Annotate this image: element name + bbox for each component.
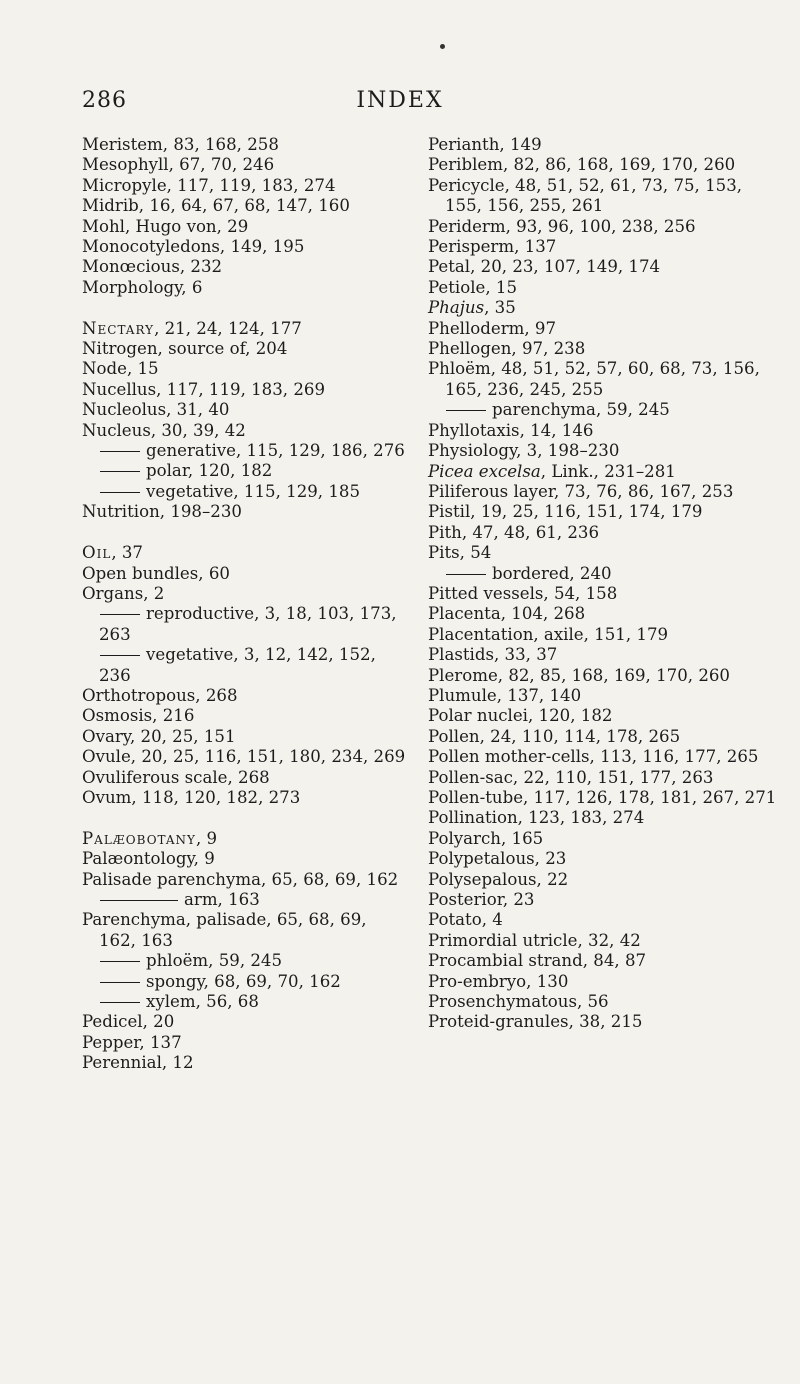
index-entry xyxy=(82,747,407,767)
entry-text: Primordial utricle, 32, 42 xyxy=(428,930,641,950)
entry-text: bordered, 240 xyxy=(492,563,612,583)
index-entry xyxy=(82,768,407,788)
index-subentry xyxy=(82,441,407,461)
index-entry xyxy=(428,829,780,849)
entry-text: Open bundles, 60 xyxy=(82,563,230,583)
page-number: 286 xyxy=(82,88,127,113)
entry-lead-term: Palæobotany xyxy=(82,828,196,848)
entry-text: , Link., 231–281 xyxy=(540,461,676,481)
index-entry xyxy=(82,829,407,849)
index-entry xyxy=(82,564,407,584)
index-entry xyxy=(428,584,780,604)
index-entry xyxy=(82,1053,407,1073)
entry-text: Polysepalous, 22 xyxy=(428,869,569,889)
entry-text: vegetative, 3, 12, 142, 152, 236 xyxy=(99,645,376,685)
entry-text: , 37 xyxy=(111,543,143,563)
print-mark xyxy=(440,44,445,49)
index-entry xyxy=(82,257,407,277)
index-entry xyxy=(82,788,407,808)
entry-text: arm, 163 xyxy=(184,889,260,909)
index-entry xyxy=(82,421,407,441)
entry-text: , 35 xyxy=(484,298,516,318)
entry-text: Pedicel, 20 xyxy=(82,1012,175,1032)
index-subentry xyxy=(428,400,780,420)
entry-text: Orthotropous, 268 xyxy=(82,685,238,705)
entry-text: Polar nuclei, 120, 182 xyxy=(428,706,613,726)
index-entry xyxy=(82,910,407,951)
index-entry xyxy=(428,543,780,563)
index-entry xyxy=(428,604,780,624)
entry-text: Ovum, 118, 120, 182, 273 xyxy=(82,787,301,807)
entry-text: Nucellus, 117, 119, 183, 269 xyxy=(82,379,326,399)
entry-text: Phelloderm, 97 xyxy=(428,318,557,338)
entry-text: Micropyle, 117, 119, 183, 274 xyxy=(82,175,336,195)
entry-text: Midrib, 16, 64, 67, 68, 147, 160 xyxy=(82,196,350,216)
ditto-dash xyxy=(100,471,140,472)
index-entry xyxy=(82,217,407,237)
index-entry xyxy=(428,910,780,930)
ditto-dash xyxy=(100,614,140,615)
ditto-dash xyxy=(446,574,486,575)
index-subentry xyxy=(428,564,780,584)
index-entry xyxy=(82,1033,407,1053)
index-subentry xyxy=(82,890,407,910)
index-entry xyxy=(428,237,780,257)
index-entry xyxy=(428,931,780,951)
index-entry xyxy=(428,176,780,217)
index-subentry xyxy=(82,604,407,645)
entry-text: Prosenchymatous, 56 xyxy=(428,992,609,1012)
entry-text: Nucleolus, 31, 40 xyxy=(82,400,230,420)
entry-text: Periderm, 93, 96, 100, 238, 256 xyxy=(428,216,696,236)
ditto-dash xyxy=(100,492,140,493)
entry-text: Placentation, axile, 151, 179 xyxy=(428,624,669,644)
entry-text: spongy, 68, 69, 70, 162 xyxy=(146,971,341,991)
entry-text: vegetative, 115, 129, 185 xyxy=(146,481,361,501)
index-entry xyxy=(428,951,780,971)
page-title: INDEX xyxy=(356,88,444,113)
entry-text: Palisade parenchyma, 65, 68, 69, 162 xyxy=(82,869,399,889)
index-entry xyxy=(82,278,407,298)
entry-text: , 9 xyxy=(195,828,218,848)
letter-gap xyxy=(82,808,407,828)
entry-text: Petal, 20, 23, 107, 149, 174 xyxy=(428,257,661,277)
entry-text: Pepper, 137 xyxy=(82,1032,182,1052)
ditto-dash xyxy=(100,655,140,656)
entry-text: Procambial strand, 84, 87 xyxy=(428,951,647,971)
entry-italic-term: Picea excelsa xyxy=(428,461,541,481)
index-entry xyxy=(428,768,780,788)
index-entry xyxy=(428,686,780,706)
index-entry xyxy=(82,196,407,216)
entry-text: Pollen-sac, 22, 110, 151, 177, 263 xyxy=(428,767,714,787)
index-entry xyxy=(82,1012,407,1032)
entry-text: Osmosis, 216 xyxy=(82,706,195,726)
entry-text: Pollen mother-cells, 113, 116, 177, 265 xyxy=(428,747,759,767)
index-entry xyxy=(82,584,407,604)
index-entry xyxy=(428,523,780,543)
index-entry xyxy=(82,176,407,196)
entry-text: Pollen-tube, 117, 126, 178, 181, 267, 271 xyxy=(428,788,777,807)
index-column-right xyxy=(428,135,780,1033)
ditto-dash xyxy=(100,451,140,452)
index-subentry xyxy=(82,972,407,992)
index-entry xyxy=(428,155,780,175)
index-entry xyxy=(428,645,780,665)
entry-text: Pistil, 19, 25, 116, 151, 174, 179 xyxy=(428,502,703,522)
entry-text: Potato, 4 xyxy=(428,910,503,930)
entry-text: Palæontology, 9 xyxy=(82,849,215,869)
entry-text: Nitrogen, source of, 204 xyxy=(82,339,288,359)
index-entry xyxy=(428,727,780,747)
entry-text: Pith, 47, 48, 61, 236 xyxy=(428,522,600,542)
entry-text: Mohl, Hugo von, 29 xyxy=(82,216,249,236)
index-entry xyxy=(82,319,407,339)
index-entry xyxy=(428,706,780,726)
index-entry xyxy=(428,462,780,482)
index-entry xyxy=(82,359,407,379)
index-entry xyxy=(82,686,407,706)
index-entry xyxy=(82,870,407,890)
index-entry xyxy=(428,849,780,869)
entry-text: Nutrition, 198–230 xyxy=(82,502,242,522)
entry-text: reproductive, 3, 18, 103, 173, 263 xyxy=(99,604,397,644)
entry-text: Monocotyledons, 149, 195 xyxy=(82,237,305,257)
entry-text: phloëm, 59, 245 xyxy=(146,951,283,971)
index-entry xyxy=(428,625,780,645)
ditto-dash xyxy=(100,900,178,901)
index-entry xyxy=(82,400,407,420)
index-entry xyxy=(428,890,780,910)
index-subentry xyxy=(82,992,407,1012)
entry-text: Perianth, 149 xyxy=(428,135,542,154)
letter-gap xyxy=(82,298,407,318)
entry-text: Monœcious, 232 xyxy=(82,257,223,277)
entry-text: Proteid-granules, 38, 215 xyxy=(428,1012,643,1032)
entry-text: Parenchyma, palisade, 65, 68, 69, 162, 163 xyxy=(82,910,367,950)
entry-text: Periblem, 82, 86, 168, 169, 170, 260 xyxy=(428,155,736,175)
ditto-dash xyxy=(100,1002,140,1003)
entry-text: Mesophyll, 67, 70, 246 xyxy=(82,155,275,175)
entry-text: Plerome, 82, 85, 168, 169, 170, 260 xyxy=(428,665,730,685)
entry-italic-term: Phajus xyxy=(428,298,485,318)
index-entry xyxy=(428,319,780,339)
entry-text: xylem, 56, 68 xyxy=(146,992,259,1012)
entry-text: Organs, 2 xyxy=(82,583,165,603)
index-entry xyxy=(428,747,780,767)
entry-text: Piliferous layer, 73, 76, 86, 167, 253 xyxy=(428,481,734,501)
index-entry xyxy=(82,849,407,869)
index-entry xyxy=(428,217,780,237)
entry-text: Plastids, 33, 37 xyxy=(428,645,558,665)
entry-text: Ovuliferous scale, 268 xyxy=(82,767,270,787)
entry-text: Perisperm, 137 xyxy=(428,237,557,257)
index-entry xyxy=(82,155,407,175)
entry-text: Nucleus, 30, 39, 42 xyxy=(82,420,246,440)
entry-text: Phellogen, 97, 238 xyxy=(428,339,586,359)
index-subentry xyxy=(82,461,407,481)
page-header xyxy=(0,88,800,118)
entry-text: Plumule, 137, 140 xyxy=(428,685,582,705)
entry-lead-term: Oil xyxy=(82,543,112,563)
entry-text: Meristem, 83, 168, 258 xyxy=(82,135,279,154)
index-entry xyxy=(82,543,407,563)
entry-text: Polypetalous, 23 xyxy=(428,849,567,869)
index-entry xyxy=(82,237,407,257)
entry-text: Perennial, 12 xyxy=(82,1053,194,1073)
index-entry xyxy=(428,482,780,502)
index-entry xyxy=(428,135,780,155)
index-entry xyxy=(428,441,780,461)
ditto-dash xyxy=(446,410,486,411)
index-entry xyxy=(428,992,780,1012)
entry-text: parenchyma, 59, 245 xyxy=(492,400,670,420)
index-subentry xyxy=(82,951,407,971)
entry-text: Ovule, 20, 25, 116, 151, 180, 234, 269 xyxy=(82,747,406,767)
ditto-dash xyxy=(100,982,140,983)
index-entry xyxy=(82,339,407,359)
entry-text: polar, 120, 182 xyxy=(146,461,273,481)
index-entry xyxy=(428,972,780,992)
index-entry xyxy=(82,727,407,747)
index-entry xyxy=(428,257,780,277)
index-entry xyxy=(82,135,407,155)
entry-text: Node, 15 xyxy=(82,359,159,379)
index-entry xyxy=(428,339,780,359)
entry-text: Morphology, 6 xyxy=(82,277,203,297)
ditto-dash xyxy=(100,961,140,962)
index-entry xyxy=(428,502,780,522)
index-entry xyxy=(428,666,780,686)
entry-text: Pitted vessels, 54, 158 xyxy=(428,583,618,603)
index-entry xyxy=(82,706,407,726)
index-entry xyxy=(428,808,780,828)
entry-text: Phloëm, 48, 51, 52, 57, 60, 68, 73, 156, 165, 236, 245, 255 xyxy=(428,359,760,399)
index-entry xyxy=(428,278,780,298)
index-entry xyxy=(82,380,407,400)
entry-text: Physiology, 3, 198–230 xyxy=(428,441,620,461)
index-entry xyxy=(82,502,407,522)
entry-text: Posterior, 23 xyxy=(428,890,535,910)
entry-text: Polyarch, 165 xyxy=(428,828,544,848)
index-entry xyxy=(428,421,780,441)
entry-text: Placenta, 104, 268 xyxy=(428,604,586,624)
entry-lead-term: Nectary xyxy=(82,318,155,338)
index-column-left xyxy=(82,135,407,1074)
entry-text: Pollen, 24, 110, 114, 178, 265 xyxy=(428,726,681,746)
index-entry xyxy=(428,1012,780,1032)
letter-gap xyxy=(82,523,407,543)
index-entry xyxy=(428,788,780,808)
entry-text: Petiole, 15 xyxy=(428,277,517,297)
entry-text: , 21, 24, 124, 177 xyxy=(154,318,302,338)
index-subentry xyxy=(82,482,407,502)
entry-text: Pericycle, 48, 51, 52, 61, 73, 75, 153, 155, 156, 255, 261 xyxy=(428,175,743,216)
entry-text: Pro-embryo, 130 xyxy=(428,971,569,991)
entry-text: Pollination, 123, 183, 274 xyxy=(428,808,645,828)
index-entry xyxy=(428,359,780,400)
entry-text: generative, 115, 129, 186, 276 xyxy=(146,441,405,461)
index-entry xyxy=(428,298,780,318)
index-subentry xyxy=(82,645,407,686)
entry-text: Pits, 54 xyxy=(428,543,492,563)
index-entry xyxy=(428,870,780,890)
entry-text: Ovary, 20, 25, 151 xyxy=(82,726,236,746)
entry-text: Phyllotaxis, 14, 146 xyxy=(428,420,594,440)
